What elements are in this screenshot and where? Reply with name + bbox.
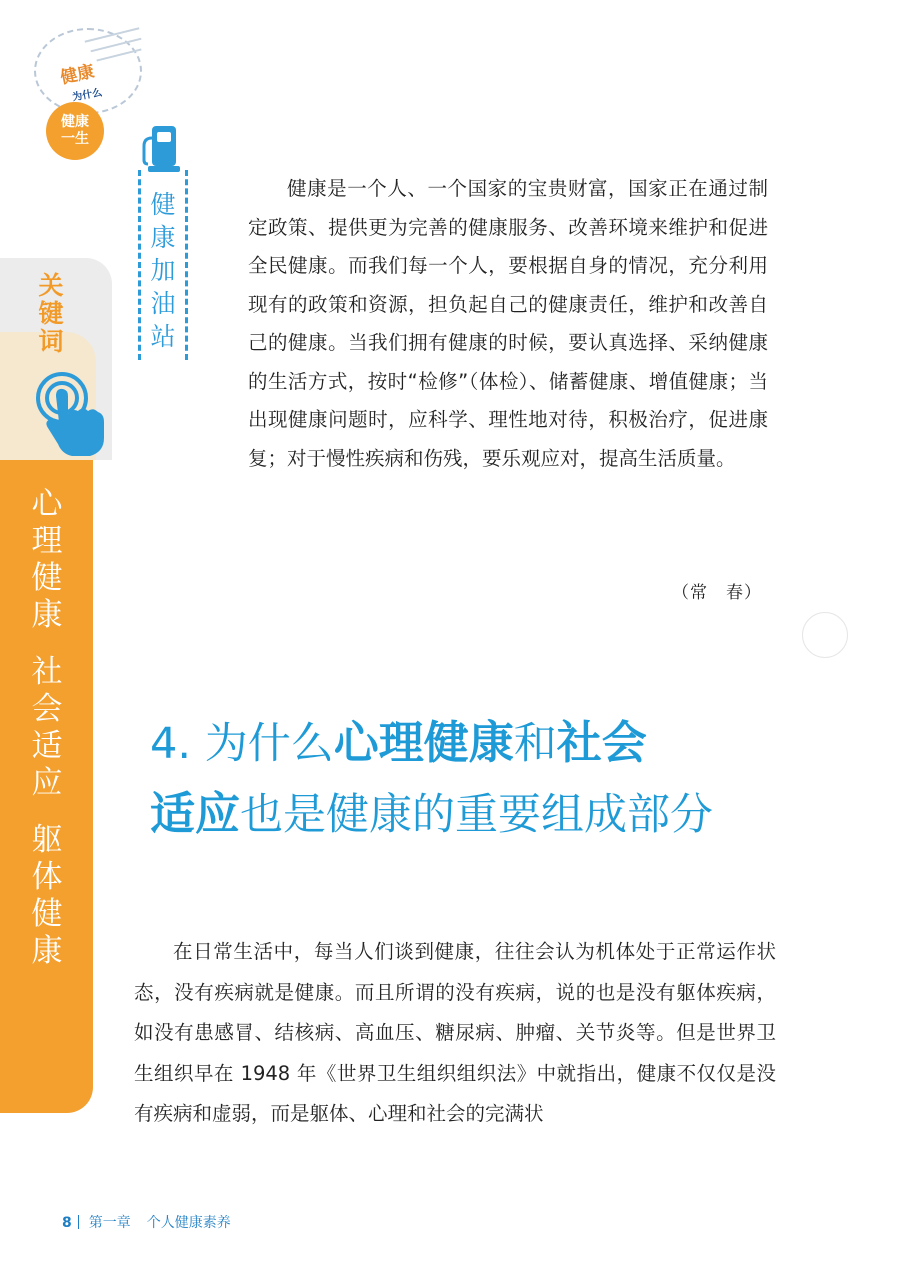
topic-char: 社	[31, 654, 63, 690]
keyword-label	[36, 272, 66, 356]
topic-char: 康	[31, 933, 63, 969]
section-heading	[150, 708, 790, 850]
topic-char: 健	[31, 560, 63, 596]
logo-title: 健康	[58, 61, 97, 89]
heading-line-2	[150, 779, 790, 850]
topic-social-adaptation	[26, 654, 68, 802]
page-footer	[62, 1212, 231, 1232]
topic-char: 会	[31, 691, 63, 727]
footer-divider	[78, 1215, 79, 1229]
topic-char: 应	[31, 765, 63, 801]
tip-author: （常 春）	[672, 583, 762, 603]
tip-title-char: 康	[150, 223, 176, 252]
topic-char: 适	[31, 728, 63, 764]
keyword-char: 词	[38, 327, 64, 356]
topic-char: 健	[31, 896, 63, 932]
tip-title-char: 加	[150, 256, 176, 285]
watermark-icon	[802, 612, 848, 658]
chapter-number: 第一章	[88, 1215, 131, 1231]
keyword-char: 键	[38, 299, 64, 328]
tip-title-char: 油	[150, 289, 176, 318]
tip-box-text: 健康是一个人、一个国家的宝贵财富，国家正在通过制定政策、提供更为完善的健康服务、改善环境来维护和促进全民健康。而我们每一个人，要根据自身的情况，充分利用现有的政策和资源，担负起自己的健康责任，维护和改善自己的健康。当我们拥有健康的时候，要认真选择、采纳健康的生活方式，按时“检修”（体检）、储蓄健康、增值健康；当出现健康问题时，应科学、理性地对待，积极治疗，促进康复；对于慢性疾病和伤残，要乐观应对，提高生活质量。	[248, 177, 768, 470]
dashed-border-left	[138, 170, 141, 360]
topic-char: 躯	[31, 822, 63, 858]
chapter-title: 个人健康素养	[146, 1215, 231, 1231]
logo-subtitle: 为什么	[71, 87, 104, 104]
topic-char: 体	[31, 859, 63, 895]
heading-emphasis: 适应	[150, 787, 241, 840]
keyword-side-tab	[0, 258, 112, 1113]
topic-mental-health	[26, 486, 68, 634]
fuel-pump-icon	[140, 124, 182, 176]
heading-text: 为什么	[204, 719, 334, 769]
main-paragraph: 在日常生活中，每当人们谈到健康，往往会认为机体处于正常运作状态，没有疾病就是健康。而且所谓的没有疾病，说的也是没有躯体疾病，如没有患感冒、结核病、高血压、糖尿病、肿瘤、关节炎等。但是世界卫生组织早在 1948 年《世界卫生组织组织法》中就指出，健康不仅仅是没有疾病和虚弱，而是躯体、心理和社会的完满状	[134, 940, 776, 1125]
dashed-border-right	[185, 170, 188, 360]
heading-text: 和	[513, 719, 557, 769]
heading-emphasis: 社会	[556, 716, 647, 769]
heading-text: 也是健康的重要组成部分	[240, 790, 714, 840]
topic-char: 心	[31, 486, 63, 522]
topic-physical-health	[26, 822, 68, 970]
heading-emphasis: 心理健康	[333, 716, 514, 769]
topic-char: 理	[31, 523, 63, 559]
pointing-hand-icon	[34, 366, 108, 458]
topics-list	[26, 486, 68, 990]
logo-badge-line: 一生	[61, 131, 89, 147]
logo-badge-line: 健康	[61, 114, 89, 130]
keyword-header	[0, 258, 112, 460]
logo-badge	[46, 102, 104, 160]
heading-line-1	[150, 708, 790, 779]
series-logo	[20, 20, 150, 160]
keyword-char: 关	[38, 271, 64, 300]
tip-title-char: 健	[150, 190, 176, 219]
page-number: 8	[62, 1215, 72, 1231]
topic-char: 康	[31, 597, 63, 633]
section-number: 4.	[150, 719, 192, 769]
tip-box-title	[148, 188, 178, 353]
tip-box-frame	[138, 170, 188, 360]
tip-title-char: 站	[150, 322, 176, 351]
